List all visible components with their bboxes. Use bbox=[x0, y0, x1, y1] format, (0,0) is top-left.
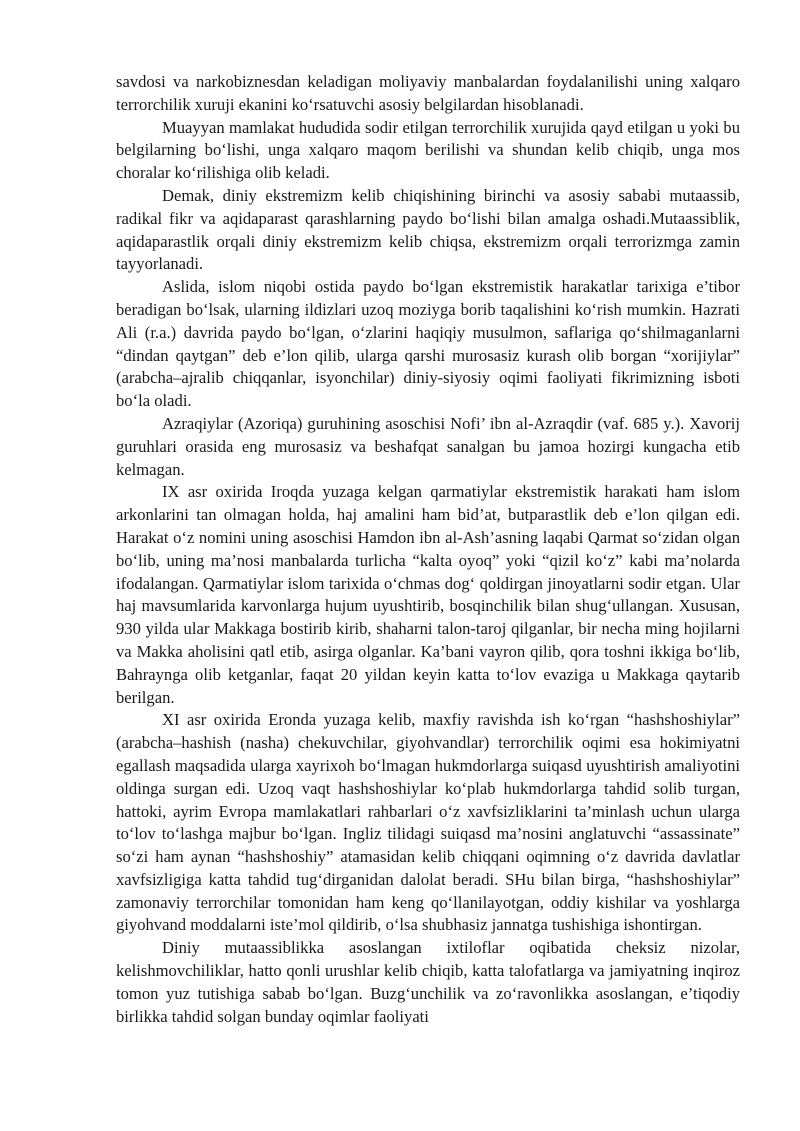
paragraph-1: savdosi va narkobiznesdan keladigan moliyaviy manbalardan foydalanilishi uning xalqaro terrorchilik xuruji ekanini ko‘rsatuvchi asosiy belgilardan hisoblanadi. bbox=[116, 72, 740, 114]
paragraph-2: Muayyan mamlakat hududida sodir etilgan terrorchilik xurujida qayd etilgan u yoki bu belgilarning bo‘lishi, unga xalqaro maqom berilishi va shundan kelib chiqib, unga mos choralar ko‘rilishiga olib keladi. bbox=[116, 117, 740, 183]
paragraph-4: Aslida, islom niqobi ostida paydo bo‘lgan ekstremistik harakatlar tarixiga e’tibor beradigan bo‘lsak, ularning ildizlari uzoq moziyga borib taqalishini ko‘rish mumkin. Hazrati Ali (r.a.) davrida paydo bo‘lgan, o‘zlarini haqiqiy musulmon, saflariga qo‘shilmaganlarni “dindan qaytgan” deb e’lon qilib, ularga qarshi murosasiz kurash olib borgan “xorijiylar” (arabcha–ajralib chiqqanlar, isyonchilar) diniy-siyosiy oqimi faoliyati fikrimizning isboti bo‘la oladi. bbox=[116, 277, 740, 411]
paragraph-8: Diniy mutaassiblikka asoslangan ixtiloflar oqibatida cheksiz nizolar, kelishmovchiliklar, hatto qonli urushlar kelib chiqib, katta talofatlarga va jamiyatning inqiroz tomon yuz tutishiga sabab bo‘lgan. Buzg‘unchilik va zo‘ravonlikka asoslangan, e’tiqodiy birlikka tahdid solgan bunday oqimlar faoliyati bbox=[116, 938, 740, 1026]
paragraph-3: Demak, diniy ekstremizm kelib chiqishining birinchi va asosiy sababi mutaassib, radikal fikr va aqidaparast qarashlarning paydo bo‘lishi bilan amalga oshadi.Mutaassiblik, aqidaparastlik orqali diniy ekstremizm kelib chiqsa, ekstremizm orqali terrorizmga zamin tayyorlanadi. bbox=[116, 185, 740, 274]
paragraph-5: Azraqiylar (Azoriqa) guruhining asoschisi Nofi’ ibn al-Azraqdir (vaf. 685 y.). Xavorij guruhlari orasida eng murosasiz va beshafqat sanalgan bu jamoa hozirgi kungacha etib kelmagan. bbox=[116, 413, 740, 479]
paragraph-7: XI asr oxirida Eronda yuzaga kelib, maxfiy ravishda ish ko‘rgan “hashshoshiylar” (arabcha–hashish (nasha) chekuvchilar, giyohvandlar) terrorchilik oqimi esa hokimiyatni egallash maqsadida ularga xayrixoh bo‘lmagan hukmdorlarga suiqasd uyushtirish amaliyotini oldinga surgan edi. Uzoq vaqt hashshoshiylar ko‘plab hukmdorlarga tahdid solib turgan, hattoki, ayrim Evropa mamlakatlari rahbarlari o‘z xavfsizliklarini ta’minlash uchun ularga to‘lov to‘lashga majbur bo‘lgan. Ingliz tilidagi suiqasd ma’nosini anglatuvchi “assassinate” so‘zi ham aynan “hashshoshiy” atamasidan kelib chiqqani oqimning o‘z davrida davlatlar xavfsizligiga katta tahdid tug‘dirganidan dalolat beradi. SHu bilan birga, “hashshoshiylar” zamonaviy terrorchilar tomonidan ham keng qo‘llanilayotgan, oddiy kishilar va yoshlarga giyohvand moddalarni iste’mol qildirib, o‘lsa shubhasiz jannatga tushishiga ishontirgan. bbox=[116, 710, 740, 935]
paragraph-6: IX asr oxirida Iroqda yuzaga kelgan qarmatiylar ekstremistik harakati ham islom arkonlarini tan olmagan holda, haj amalini ham bid’at, butparastlik deb e’lon qilgan edi. Harakat o‘z nomini uning asoschisi Hamdon ibn al-Ash’asning laqabi Qarmat so‘zidan olgan bo‘lib, uning ma’nosi manbalarda turlicha “kalta oyoq” yoki “qizil ko‘z” kabi ma’nolarda ifodalangan. Qarmatiylar islom tarixida o‘chmas dog‘ qoldirgan jinoyatlarni sodir etgan. Ular haj mavsumlarida karvonlarga hujum uyushtirib, bosqinchilik bilan shug‘ullangan. Xususan, 930 yilda ular Makkaga bostirib kirib, shaharni talon-taroj qilganlar, bir necha ming hojilarni va Makka aholisini qatl etib, asirga olganlar. Ka’bani vayron qilib, qora toshni ikkiga bo‘lib, Bahraynga olib ketganlar, faqat 20 yildan keyin katta to‘lov evaziga u Makkaga qaytarib berilgan. bbox=[116, 482, 740, 707]
document-page bbox=[116, 71, 740, 1028]
